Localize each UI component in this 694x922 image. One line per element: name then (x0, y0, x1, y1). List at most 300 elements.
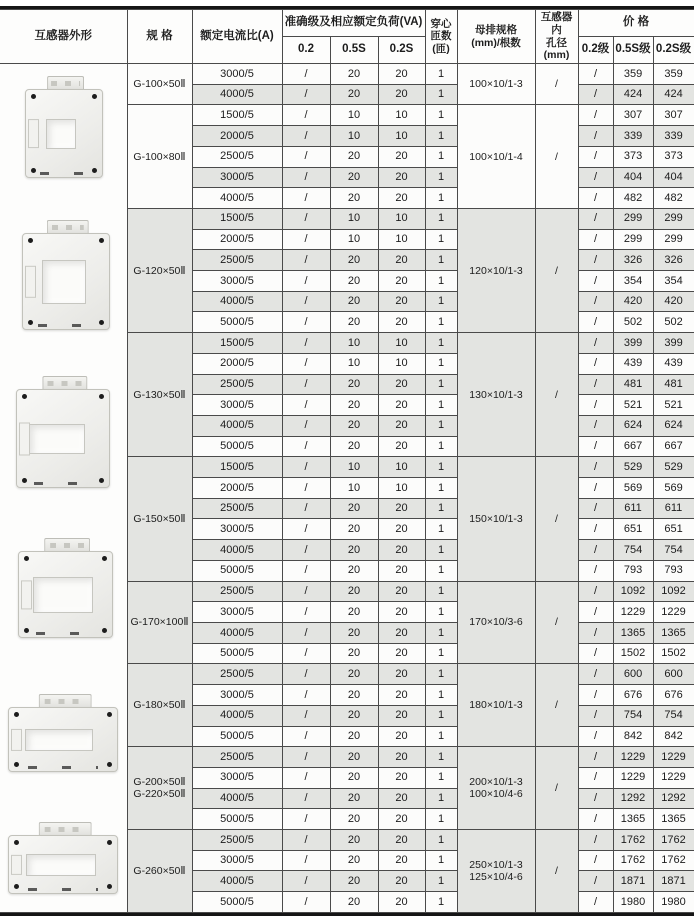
price-cell: 502 (653, 312, 694, 333)
price-cell: 569 (653, 478, 694, 499)
accuracy-load-cell: 20 (378, 892, 425, 913)
turns-cell: 1 (425, 64, 457, 85)
price-cell: / (578, 436, 613, 457)
price-cell: 299 (613, 229, 653, 250)
turns-cell: 1 (425, 291, 457, 312)
spec-line: G-170×100Ⅱ (130, 616, 189, 629)
price-cell: 439 (613, 353, 653, 374)
busbar-line: 180×10/1-3 (469, 699, 523, 712)
ratio-cell: 3000/5 (192, 602, 282, 623)
spec-cell (127, 105, 192, 209)
screw-icon (107, 712, 112, 717)
price-cell: 1229 (613, 602, 653, 623)
ratio-cell: 3000/5 (192, 850, 282, 871)
busbar-line: 100×10/4-6 (469, 788, 523, 801)
accuracy-load-cell: / (282, 333, 330, 354)
busbar-spec-cell (457, 664, 535, 747)
accuracy-load-cell: / (282, 353, 330, 374)
ct-photo-wide-slot (8, 694, 118, 772)
accuracy-load-cell: / (282, 747, 330, 768)
spec-cell (127, 333, 192, 457)
side-label (11, 854, 22, 874)
accuracy-load-cell: 20 (330, 250, 378, 271)
price-cell: / (578, 664, 613, 685)
price-cell: / (578, 540, 613, 561)
accuracy-load-cell: 20 (330, 560, 378, 581)
price-cell: 1762 (613, 830, 653, 851)
price-cell: / (578, 415, 613, 436)
ratio-cell: 2500/5 (192, 581, 282, 602)
accuracy-load-cell: 20 (378, 643, 425, 664)
price-cell: / (578, 333, 613, 354)
price-cell: / (578, 271, 613, 292)
bore-diameter-cell: / (535, 581, 578, 664)
header-acc-0.2S: 0.2S (378, 37, 425, 64)
ratio-cell: 2500/5 (192, 374, 282, 395)
accuracy-load-cell: / (282, 498, 330, 519)
price-cell: 600 (653, 664, 694, 685)
accuracy-load-cell: 20 (378, 622, 425, 643)
accuracy-load-cell: 20 (378, 871, 425, 892)
price-cell: 307 (613, 105, 653, 126)
turns-cell: 1 (425, 581, 457, 602)
busbar-line: 130×10/1-3 (469, 388, 523, 401)
price-cell: / (578, 291, 613, 312)
price-cell: 754 (653, 540, 694, 561)
ratio-cell: 2500/5 (192, 664, 282, 685)
price-cell: 424 (613, 84, 653, 105)
accuracy-load-cell: / (282, 146, 330, 167)
accuracy-load-cell: / (282, 188, 330, 209)
side-label (19, 422, 30, 455)
price-cell: / (578, 353, 613, 374)
accuracy-load-cell: 20 (330, 64, 378, 85)
accuracy-load-cell: 20 (330, 167, 378, 188)
side-label (28, 119, 39, 149)
screw-icon (14, 762, 19, 767)
screw-icon (31, 168, 36, 173)
accuracy-load-cell: 20 (378, 747, 425, 768)
price-cell: 373 (613, 146, 653, 167)
turns-cell: 1 (425, 457, 457, 478)
accuracy-load-cell: 20 (330, 519, 378, 540)
price-cell: 354 (653, 271, 694, 292)
accuracy-load-cell: 20 (330, 664, 378, 685)
accuracy-load-cell: 20 (330, 291, 378, 312)
ratio-cell: 5000/5 (192, 643, 282, 664)
accuracy-load-cell: 20 (330, 705, 378, 726)
price-cell: 1502 (653, 643, 694, 664)
accuracy-load-cell: / (282, 892, 330, 913)
accuracy-load-cell: 20 (378, 312, 425, 333)
accuracy-load-cell: / (282, 291, 330, 312)
ratio-cell: 3000/5 (192, 64, 282, 85)
turns-cell: 1 (425, 146, 457, 167)
bore-diameter-cell: / (535, 747, 578, 830)
mounting-feet (34, 482, 93, 485)
table-header (0, 10, 694, 64)
screw-icon (107, 840, 112, 845)
price-cell: 1292 (653, 788, 694, 809)
accuracy-load-cell: 20 (330, 271, 378, 292)
price-cell: 399 (653, 333, 694, 354)
accuracy-load-cell: 20 (378, 830, 425, 851)
screw-icon (99, 478, 104, 483)
accuracy-load-cell: / (282, 457, 330, 478)
ct-photo-rect-window (16, 376, 110, 488)
header-ratio: 额定电流比(A) (192, 10, 282, 64)
transformer-body (18, 551, 113, 638)
screw-icon (31, 94, 36, 99)
busbar-window (26, 854, 96, 876)
accuracy-load-cell: 20 (378, 788, 425, 809)
turns-cell: 1 (425, 788, 457, 809)
price-cell: 399 (613, 333, 653, 354)
transformer-body (8, 707, 118, 772)
accuracy-load-cell: 20 (330, 84, 378, 105)
turns-cell: 1 (425, 685, 457, 706)
accuracy-load-cell: 10 (330, 353, 378, 374)
price-cell: 1762 (653, 830, 694, 851)
price-cell: 299 (653, 208, 694, 229)
accuracy-load-cell: 20 (330, 830, 378, 851)
accuracy-load-cell: / (282, 395, 330, 416)
screw-icon (28, 238, 33, 243)
price-cell: 481 (613, 374, 653, 395)
accuracy-load-cell: 20 (330, 602, 378, 623)
price-cell: 1292 (613, 788, 653, 809)
price-cell: 1229 (613, 767, 653, 788)
price-cell: 600 (613, 664, 653, 685)
header-price-0.2: 0.2级 (578, 37, 613, 64)
price-cell: 439 (653, 353, 694, 374)
accuracy-load-cell: 20 (378, 167, 425, 188)
header-busbar-line1: 母排规格 (475, 23, 518, 36)
header-acc-0.5S: 0.5S (330, 37, 378, 64)
accuracy-load-cell: 20 (330, 581, 378, 602)
turns-cell: 1 (425, 560, 457, 581)
accuracy-load-cell: 20 (330, 436, 378, 457)
accuracy-load-cell: 10 (330, 229, 378, 250)
turns-cell: 1 (425, 415, 457, 436)
price-cell: 611 (613, 498, 653, 519)
screw-icon (102, 556, 107, 561)
ratio-cell: 4000/5 (192, 291, 282, 312)
turns-cell: 1 (425, 705, 457, 726)
side-label (25, 265, 36, 297)
price-cell: / (578, 602, 613, 623)
spec-cell (127, 208, 192, 332)
accuracy-load-cell: 10 (330, 333, 378, 354)
ratio-cell: 3000/5 (192, 685, 282, 706)
price-cell: 529 (613, 457, 653, 478)
header-spec: 规 格 (127, 10, 192, 64)
header-turns (425, 10, 457, 64)
transformer-photo-column (0, 64, 127, 913)
price-cell: / (578, 84, 613, 105)
accuracy-load-cell: / (282, 664, 330, 685)
screw-icon (24, 628, 29, 633)
spec-line: G-200×50Ⅱ (133, 776, 186, 789)
price-cell: 1502 (613, 643, 653, 664)
busbar-line: 120×10/1-3 (469, 264, 523, 277)
busbar-spec-cell (457, 747, 535, 830)
ratio-cell: 2000/5 (192, 478, 282, 499)
price-cell: / (578, 767, 613, 788)
busbar-line: 250×10/1-3 (469, 858, 523, 871)
price-cell: / (578, 478, 613, 499)
ratio-cell: 4000/5 (192, 188, 282, 209)
price-cell: / (578, 457, 613, 478)
accuracy-load-cell: / (282, 685, 330, 706)
price-cell: / (578, 685, 613, 706)
accuracy-load-cell: 20 (378, 726, 425, 747)
price-cell: 1762 (653, 850, 694, 871)
price-cell: 624 (613, 415, 653, 436)
price-cell: 404 (653, 167, 694, 188)
price-cell: 676 (613, 685, 653, 706)
accuracy-load-cell: / (282, 229, 330, 250)
accuracy-load-cell: / (282, 602, 330, 623)
price-cell: 354 (613, 271, 653, 292)
spec-cell (127, 830, 192, 913)
price-cell: 676 (653, 685, 694, 706)
accuracy-load-cell: 20 (378, 498, 425, 519)
ratio-cell: 5000/5 (192, 726, 282, 747)
price-cell: 1092 (653, 581, 694, 602)
price-cell: / (578, 188, 613, 209)
busbar-spec-cell (457, 64, 535, 105)
price-table-frame (0, 6, 694, 916)
accuracy-load-cell: 20 (378, 64, 425, 85)
price-cell: 404 (613, 167, 653, 188)
price-cell: / (578, 622, 613, 643)
price-cell: / (578, 705, 613, 726)
busbar-window (29, 424, 85, 454)
busbar-spec-cell (457, 581, 535, 664)
accuracy-load-cell: 20 (330, 312, 378, 333)
price-cell: 1365 (653, 622, 694, 643)
turns-cell: 1 (425, 353, 457, 374)
price-cell: / (578, 892, 613, 913)
bore-diameter-cell: / (535, 457, 578, 581)
busbar-window (33, 577, 93, 613)
ratio-cell: 2000/5 (192, 229, 282, 250)
screw-icon (24, 556, 29, 561)
spec-line: G-120×50Ⅱ (133, 264, 186, 277)
accuracy-load-cell: 20 (378, 581, 425, 602)
mounting-feet (36, 632, 96, 635)
price-cell: / (578, 519, 613, 540)
price-cell: / (578, 643, 613, 664)
ratio-cell: 3000/5 (192, 519, 282, 540)
price-cell: 1871 (613, 871, 653, 892)
accuracy-load-cell: / (282, 560, 330, 581)
turns-cell: 1 (425, 312, 457, 333)
accuracy-load-cell: 20 (330, 788, 378, 809)
accuracy-load-cell: / (282, 643, 330, 664)
screw-icon (14, 884, 19, 889)
spec-line: G-150×50Ⅱ (133, 512, 186, 525)
screw-icon (107, 884, 112, 889)
spec-cell (127, 581, 192, 664)
screw-icon (107, 762, 112, 767)
ratio-cell: 1500/5 (192, 457, 282, 478)
price-cell: 420 (613, 291, 653, 312)
accuracy-load-cell: 20 (330, 374, 378, 395)
ratio-cell: 2500/5 (192, 747, 282, 768)
price-cell: 1365 (613, 809, 653, 830)
spec-line: G-130×50Ⅱ (133, 388, 186, 401)
mounting-feet (28, 888, 97, 891)
ratio-cell: 4000/5 (192, 540, 282, 561)
accuracy-load-cell: / (282, 250, 330, 271)
price-cell: / (578, 64, 613, 85)
accuracy-load-cell: 20 (330, 685, 378, 706)
price-cell: 482 (613, 188, 653, 209)
accuracy-load-cell: 10 (330, 105, 378, 126)
accuracy-load-cell: / (282, 312, 330, 333)
price-cell: 424 (653, 84, 694, 105)
accuracy-load-cell: 20 (378, 84, 425, 105)
price-cell: 624 (653, 415, 694, 436)
price-cell: 521 (613, 395, 653, 416)
accuracy-load-cell: 20 (378, 602, 425, 623)
ct-photo-square-small (25, 76, 103, 178)
ratio-cell: 5000/5 (192, 892, 282, 913)
spec-line: G-260×50Ⅱ (133, 864, 186, 877)
header-turns-line2: 匝数 (430, 30, 452, 43)
turns-cell: 1 (425, 602, 457, 623)
ratio-cell: 4000/5 (192, 705, 282, 726)
accuracy-load-cell: 20 (330, 498, 378, 519)
price-cell: 521 (653, 395, 694, 416)
price-cell: 420 (653, 291, 694, 312)
price-table (0, 9, 694, 913)
bore-diameter-cell: / (535, 664, 578, 747)
accuracy-load-cell: 20 (330, 850, 378, 871)
busbar-line: 170×10/3-6 (469, 616, 523, 629)
price-cell: 1365 (653, 809, 694, 830)
price-cell: / (578, 747, 613, 768)
accuracy-load-cell: 20 (378, 664, 425, 685)
turns-cell: 1 (425, 188, 457, 209)
busbar-spec-cell (457, 457, 535, 581)
price-cell: 842 (613, 726, 653, 747)
price-cell: / (578, 312, 613, 333)
accuracy-load-cell: 20 (378, 188, 425, 209)
price-cell: 373 (653, 146, 694, 167)
price-cell: 667 (653, 436, 694, 457)
screw-icon (14, 712, 19, 717)
turns-cell: 1 (425, 229, 457, 250)
price-cell: 754 (613, 705, 653, 726)
accuracy-load-cell: 20 (330, 395, 378, 416)
accuracy-load-cell: 20 (378, 705, 425, 726)
transformer-body (8, 835, 118, 894)
turns-cell: 1 (425, 664, 457, 685)
accuracy-load-cell: / (282, 788, 330, 809)
price-cell: 1092 (613, 581, 653, 602)
price-cell: 1871 (653, 871, 694, 892)
price-cell: 651 (613, 519, 653, 540)
ratio-cell: 2000/5 (192, 126, 282, 147)
busbar-line: 200×10/1-3 (469, 776, 523, 789)
accuracy-load-cell: / (282, 767, 330, 788)
accuracy-load-cell: / (282, 705, 330, 726)
ratio-cell: 3000/5 (192, 395, 282, 416)
price-cell: 1980 (613, 892, 653, 913)
accuracy-load-cell: 20 (378, 436, 425, 457)
price-cell: / (578, 788, 613, 809)
accuracy-load-cell: 20 (378, 560, 425, 581)
accuracy-load-cell: 20 (378, 767, 425, 788)
ratio-cell: 2500/5 (192, 146, 282, 167)
accuracy-load-cell: / (282, 850, 330, 871)
price-cell: / (578, 498, 613, 519)
ratio-cell: 5000/5 (192, 809, 282, 830)
busbar-window (25, 729, 93, 751)
price-cell: 754 (613, 540, 653, 561)
price-cell: / (578, 830, 613, 851)
busbar-line: 125×10/4-6 (469, 871, 523, 883)
busbar-window (42, 260, 86, 304)
accuracy-load-cell: / (282, 64, 330, 85)
screw-icon (99, 320, 104, 325)
screw-icon (99, 394, 104, 399)
turns-cell: 1 (425, 395, 457, 416)
price-cell: 651 (653, 519, 694, 540)
ratio-cell: 5000/5 (192, 560, 282, 581)
accuracy-load-cell: 20 (330, 188, 378, 209)
price-cell: 793 (613, 560, 653, 581)
price-cell: 339 (613, 126, 653, 147)
price-cell: 1365 (613, 622, 653, 643)
price-cell: 1229 (613, 747, 653, 768)
accuracy-load-cell: / (282, 726, 330, 747)
ratio-cell: 3000/5 (192, 167, 282, 188)
header-acc-0.2: 0.2 (282, 37, 330, 64)
ratio-cell: 4000/5 (192, 871, 282, 892)
accuracy-load-cell: 10 (330, 126, 378, 147)
bore-diameter-cell: / (535, 64, 578, 105)
header-price-group: 价 格 (578, 10, 694, 37)
accuracy-load-cell: / (282, 622, 330, 643)
accuracy-load-cell: 20 (378, 685, 425, 706)
screw-icon (92, 94, 97, 99)
price-cell: / (578, 809, 613, 830)
busbar-spec-cell (457, 333, 535, 457)
header-accuracy-group: 准确级及相应额定负荷(VA) (282, 10, 425, 37)
turns-cell: 1 (425, 643, 457, 664)
accuracy-load-cell: 10 (378, 208, 425, 229)
accuracy-load-cell: / (282, 436, 330, 457)
price-cell: 1229 (653, 747, 694, 768)
accuracy-load-cell: 10 (378, 105, 425, 126)
spec-line: G-180×50Ⅱ (133, 699, 186, 712)
price-cell: 1762 (613, 850, 653, 871)
accuracy-load-cell: / (282, 208, 330, 229)
accuracy-load-cell: 10 (330, 457, 378, 478)
accuracy-load-cell: / (282, 519, 330, 540)
price-cell: / (578, 560, 613, 581)
accuracy-load-cell: 20 (330, 415, 378, 436)
price-cell: / (578, 850, 613, 871)
accuracy-load-cell: / (282, 126, 330, 147)
mounting-feet (28, 766, 97, 769)
accuracy-load-cell: 20 (378, 271, 425, 292)
price-cell: 307 (653, 105, 694, 126)
